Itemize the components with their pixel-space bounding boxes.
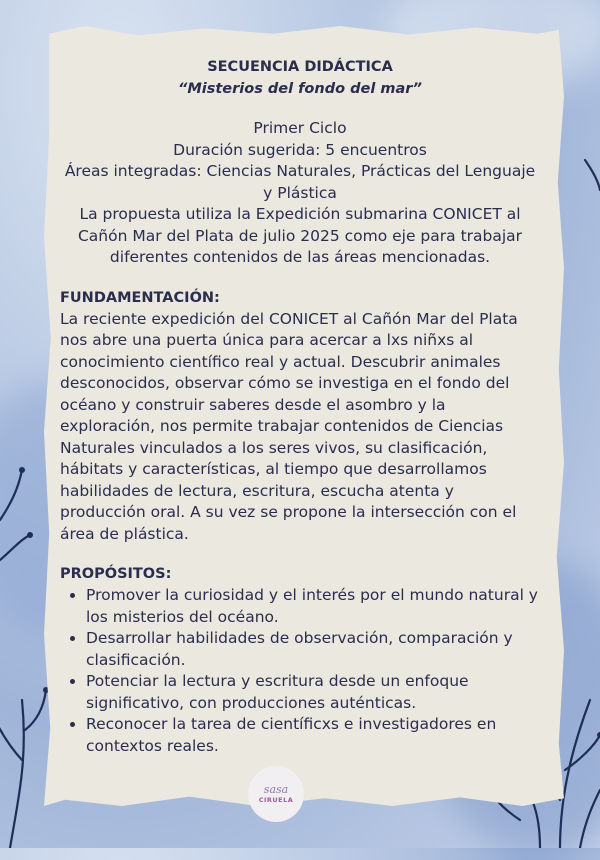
fundamentacion-text: La reciente expedición del CONICET al Cañón Mar del Plata nos abre una puerta única para acercar a lxs niñxs al conocimiento científico real y actual. Descubrir animales desconocidos, observar cómo se investiga en el fondo del océano y construir saberes desde el asombro y la exploración, nos permite trabajar contenidos de Ciencias Naturales vinculados a los seres vivos, su clasificación, hábitats y características, al tiempo que desarrollamos habilidades de lectura, escritura, escucha atenta y producción oral. A su vez se propone la intersección con el área de plástica. bbox=[60, 309, 518, 543]
document-title: SECUENCIA DIDÁCTICA bbox=[207, 59, 393, 75]
brand-logo bbox=[248, 766, 304, 822]
intro-block bbox=[60, 118, 540, 269]
propositos-list bbox=[60, 585, 540, 757]
list-item: • Promover la curiosidad y el interés por el mundo natural y los misterios del océano. bbox=[86, 585, 540, 628]
cycle-text: Primer Ciclo bbox=[253, 119, 347, 137]
areas-text: Áreas integradas: Ciencias Naturales, Prácticas del Lenguaje y Plástica bbox=[64, 162, 536, 202]
proposal-text: La propuesta utiliza la Expedición submarina CONICET al Cañón Mar del Plata de julio 2025 como eje para trabajar diferentes contenidos de las áreas mencionadas. bbox=[77, 205, 523, 266]
duration-text: Duración sugerida: 5 encuentros bbox=[173, 140, 427, 159]
logo-text-line2: CIRUELA bbox=[258, 796, 294, 804]
document-subtitle: “Misterios del fondo del mar” bbox=[178, 81, 422, 97]
list-item: • Potenciar la lectura y escritura desde un enfoque significativo, con producciones auténticas. bbox=[86, 671, 540, 714]
fundamentacion-heading: FUNDAMENTACIÓN: bbox=[60, 289, 220, 306]
list-item: • Desarrollar habilidades de observación, comparación y clasificación. bbox=[86, 628, 540, 671]
document-content bbox=[60, 56, 540, 757]
propositos-heading: PROPÓSITOS: bbox=[60, 566, 172, 582]
list-item: • Reconocer la tarea de científicxs e investigadores en contextos reales. bbox=[86, 714, 540, 757]
logo-text-line1: sasa bbox=[263, 783, 289, 796]
